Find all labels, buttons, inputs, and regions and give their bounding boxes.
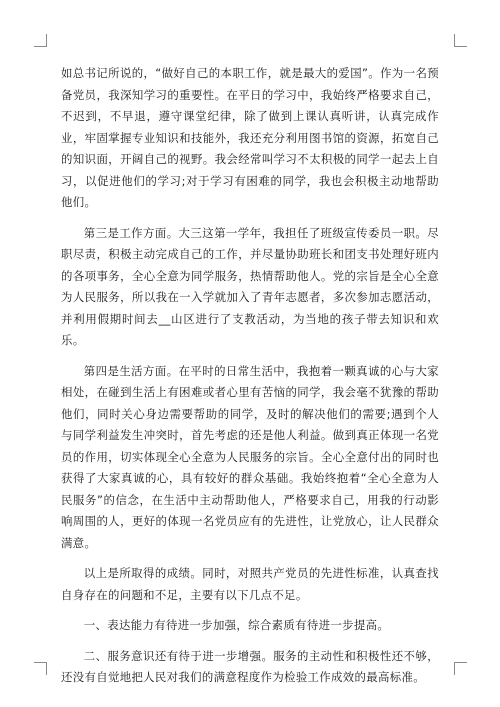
- document-body: [61, 63, 439, 698]
- crop-mark-top-right: [454, 34, 467, 47]
- paragraph-work: 第三是工作方面。大三这第一学年，我担任了班级宣传委员一职。尽职尽责，积极主动完成自己的工作，并尽量协助班长和团支书处理好班内的各项事务，全心全意为同学服务，热情帮助他人。党的宗旨是全心全意为人民服务，所以我在一入学就加入了青年志愿者，多次参加志愿活动，并利用假期时间去__山区进行了支教活动，为当地的孩子带去知识和欢乐。: [61, 225, 439, 347]
- paragraph-summary: 以上是所取得的成绩。同时，对照共产党员的先进性标准，认真查找自身存在的问题和不足，主要有以下几点不足。: [61, 566, 439, 602]
- paragraph-life: 第四是生活方面。在平时的日常生活中，我抱着一颗真诚的心与大家相处，在碰到生活上有困难或者心里有苦恼的同学，我会毫不犹豫的帮助他们，同时关心身边需要帮助的同学，及时的解决他们的需要;遇到个人与同学利益发生冲突时，首先考虑的还是他人利益。做到真正体现一名党员的作用，切实体现全心全意为人民服务的宗旨。全心全意付出的同时也获得了大家真诚的心，具有较好的群众基础。我始终抱着“全心全意为人民服务”的信念，在生活中主动帮助他人，严格要求自己，用我的行动影响周围的人，更好的体现一名党员应有的先进性，让党放心，让人民群众满意。: [61, 363, 439, 550]
- crop-mark-bottom-right: [454, 662, 467, 675]
- paragraph-shortcoming-1: 一、表达能力有待进一步加强，综合素质有待进一步提高。: [83, 618, 390, 632]
- paragraph-study: 如总书记所说的，“做好自己的本职工作，就是最大的爱国”。作为一名预备党员，我深知学习的重要性。在平日的学习中，我始终严格要求自己，不迟到，不早退，遵守课堂纪律，除了做到上课认真听讲，认真完成作业，牢固掌握专业知识和技能外，我还充分利用图书馆的资源，拓宽自己的知识面，开阔自己的视野。我会经常叫学习不太积极的同学一起去上自习，以促进他们的学习;对于学习有困难的同学，我也会积极主动地帮助他们。: [61, 66, 439, 209]
- crop-mark-bottom-left: [34, 662, 47, 675]
- paragraph-shortcoming-2: 二、服务意识还有待于进一步增强。服务的主动性和积极性还不够，还没有自觉地把人民对我们的满意程度作为检验工作成效的最高标准。: [61, 648, 439, 684]
- crop-mark-top-left: [34, 34, 47, 47]
